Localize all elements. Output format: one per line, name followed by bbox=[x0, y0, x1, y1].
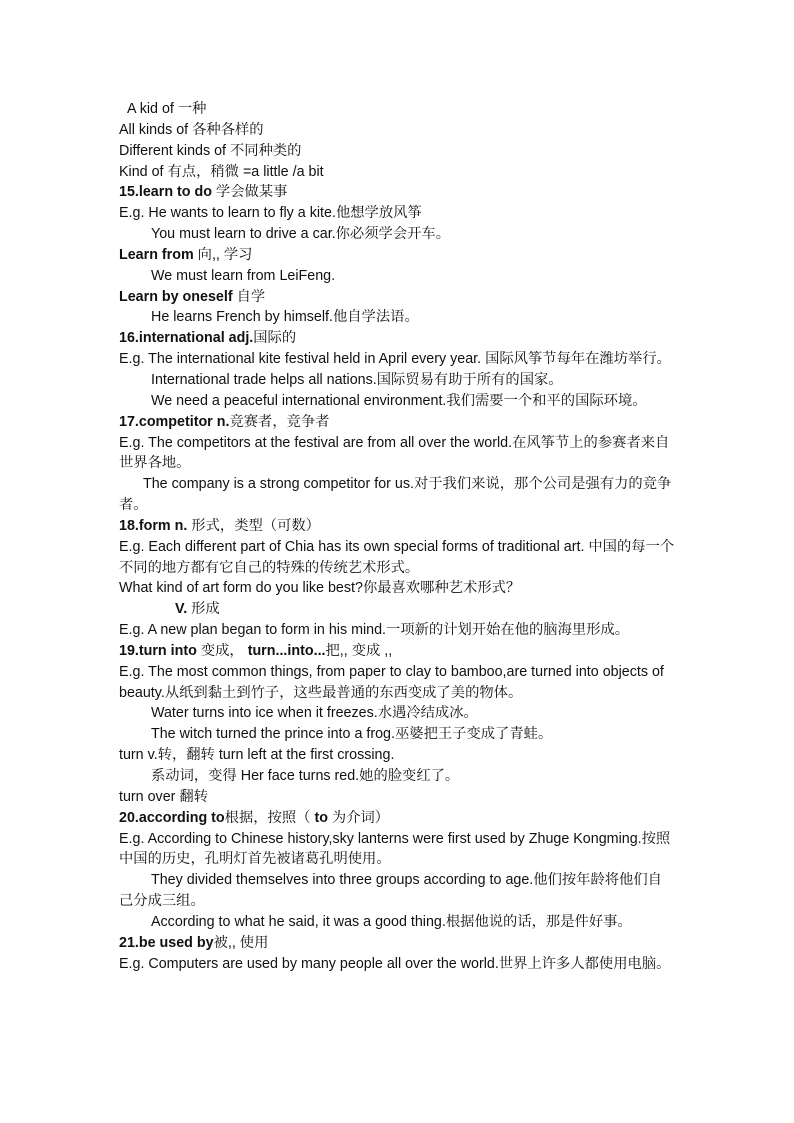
text-segment: 国际的 bbox=[253, 330, 297, 347]
text-line bbox=[119, 933, 675, 954]
text-segment: 根据，按照（ bbox=[224, 809, 315, 826]
text-line bbox=[119, 266, 675, 287]
text-line bbox=[119, 662, 675, 704]
text-segment: 自学 bbox=[232, 288, 266, 305]
text-segment: E.g. A new plan began to form in his mind.一项新的计划开始在他的脑海里形成。 bbox=[119, 622, 630, 639]
bold-term: 20.according to bbox=[119, 809, 225, 826]
text-line bbox=[119, 599, 675, 620]
text-segment: 形成 bbox=[187, 601, 220, 618]
text-line bbox=[119, 245, 675, 266]
text-segment: E.g. Each different part of Chia has its own special forms of traditional art. 中国的每一个不同的地方都有它自己的特殊的传统艺术形式。 bbox=[119, 538, 675, 576]
text-line bbox=[119, 787, 675, 808]
bold-term: 21.be used by bbox=[119, 934, 214, 951]
text-segment: 竞赛者，竞争者 bbox=[229, 413, 330, 430]
text-segment: 被,, 使用 bbox=[213, 934, 269, 951]
text-line bbox=[119, 620, 675, 641]
text-line bbox=[119, 307, 675, 328]
text-line bbox=[119, 99, 675, 120]
text-segment: The witch turned the prince into a frog.巫婆把王子变成了青蛙。 bbox=[151, 726, 553, 743]
text-segment: We need a peaceful international environment.我们需要一个和平的国际环境。 bbox=[151, 392, 647, 409]
text-segment: According to what he said, it was a good thing.根据他说的话，那是件好事。 bbox=[151, 913, 632, 930]
text-segment: 形式，类型（可数） bbox=[187, 517, 320, 534]
text-segment: International trade helps all nations.国际贸易有助于所有的国家。 bbox=[151, 371, 563, 388]
text-segment: Different kinds of 不同种类的 bbox=[119, 142, 302, 159]
text-segment: E.g. Computers are used by many people all over the world.世界上许多人都使用电脑。 bbox=[119, 955, 671, 972]
text-line bbox=[119, 954, 675, 975]
text-line bbox=[119, 120, 675, 141]
bold-term: 18.form n. bbox=[119, 517, 188, 534]
text-segment: Kind of 有点，稍微 =a little /a bit bbox=[119, 163, 324, 180]
text-line bbox=[119, 745, 675, 766]
text-segment: We must learn from LeiFeng. bbox=[151, 267, 336, 284]
text-line bbox=[119, 370, 675, 391]
text-line bbox=[119, 287, 675, 308]
text-segment: What kind of art form do you like best?你最喜欢哪种艺术形式？ bbox=[119, 580, 521, 597]
text-line bbox=[119, 578, 675, 599]
text-segment: A kid of 一种 bbox=[127, 101, 207, 117]
text-segment: E.g. The most common things, from paper to clay to bamboo,are turned into objects of beauty.从纸到黏土到竹子，这些最普通的东西变成了美的物体。 bbox=[119, 663, 664, 701]
text-segment: 把,, 变成 ,, bbox=[325, 642, 393, 659]
bold-term: 16.international adj. bbox=[119, 330, 254, 347]
text-line bbox=[119, 412, 675, 433]
bold-term: turn...into... bbox=[247, 642, 326, 659]
text-line bbox=[119, 182, 675, 203]
text-line bbox=[119, 516, 675, 537]
bold-term: Learn by oneself bbox=[119, 288, 233, 305]
bold-term: V. bbox=[175, 601, 188, 618]
text-line bbox=[119, 703, 675, 724]
bold-term: 15.learn to do bbox=[119, 184, 212, 201]
text-segment: turn v.转，翻转 turn left at the first crossing. bbox=[119, 747, 395, 764]
text-line bbox=[119, 349, 675, 370]
text-segment: E.g. The international kite festival held in April every year. 国际风筝节每年在潍坊举行。 bbox=[119, 351, 671, 368]
text-segment: 学会做某事 bbox=[211, 184, 288, 201]
text-line bbox=[119, 203, 675, 224]
text-segment: The company is a strong competitor for us.对于我们来说，那个公司是强有力的竞争者。 bbox=[119, 476, 672, 514]
text-segment: 系动词，变得 Her face turns red.她的脸变红了。 bbox=[151, 768, 460, 784]
document-body bbox=[119, 99, 675, 974]
text-segment: He learns French by himself.他自学法语。 bbox=[151, 309, 419, 326]
text-line bbox=[119, 912, 675, 933]
text-segment: E.g. He wants to learn to fly a kite.他想学放风筝 bbox=[119, 205, 422, 222]
text-line bbox=[119, 724, 675, 745]
text-segment: turn over 翻转 bbox=[119, 788, 208, 805]
text-line bbox=[119, 141, 675, 162]
text-line bbox=[119, 224, 675, 245]
text-line bbox=[119, 391, 675, 412]
text-segment: 为介词） bbox=[327, 809, 390, 826]
text-segment: 变成， bbox=[196, 642, 248, 659]
text-segment: You must learn to drive a car.你必须学会开车。 bbox=[151, 226, 451, 243]
text-segment: E.g. The competitors at the festival are from all over the world.在风筝节上的参赛者来自世界各地。 bbox=[119, 434, 670, 472]
text-line bbox=[119, 537, 675, 579]
text-line bbox=[119, 870, 675, 912]
text-segment: E.g. According to Chinese history,sky lanterns were first used by Zhuge Kongming.按照中国的历史，孔明灯首先被诸葛孔明使用。 bbox=[119, 830, 671, 868]
bold-term: to bbox=[314, 809, 328, 826]
text-line bbox=[119, 641, 675, 662]
text-line bbox=[119, 766, 675, 787]
bold-term: 17.competitor n. bbox=[119, 413, 230, 430]
text-segment: 向,, 学习 bbox=[193, 246, 253, 263]
text-segment: They divided themselves into three groups according to age.他们按年龄将他们自己分成三组。 bbox=[119, 872, 662, 910]
text-segment: All kinds of 各种各样的 bbox=[119, 121, 264, 138]
text-line bbox=[119, 433, 675, 475]
text-line bbox=[119, 829, 675, 871]
text-line bbox=[119, 474, 675, 516]
text-line bbox=[119, 328, 675, 349]
text-segment: Water turns into ice when it freezes.水遇冷结成冰。 bbox=[151, 705, 478, 722]
text-line bbox=[119, 808, 675, 829]
bold-term: Learn from bbox=[119, 246, 194, 263]
bold-term: 19.turn into bbox=[119, 642, 197, 659]
text-line bbox=[119, 162, 675, 183]
